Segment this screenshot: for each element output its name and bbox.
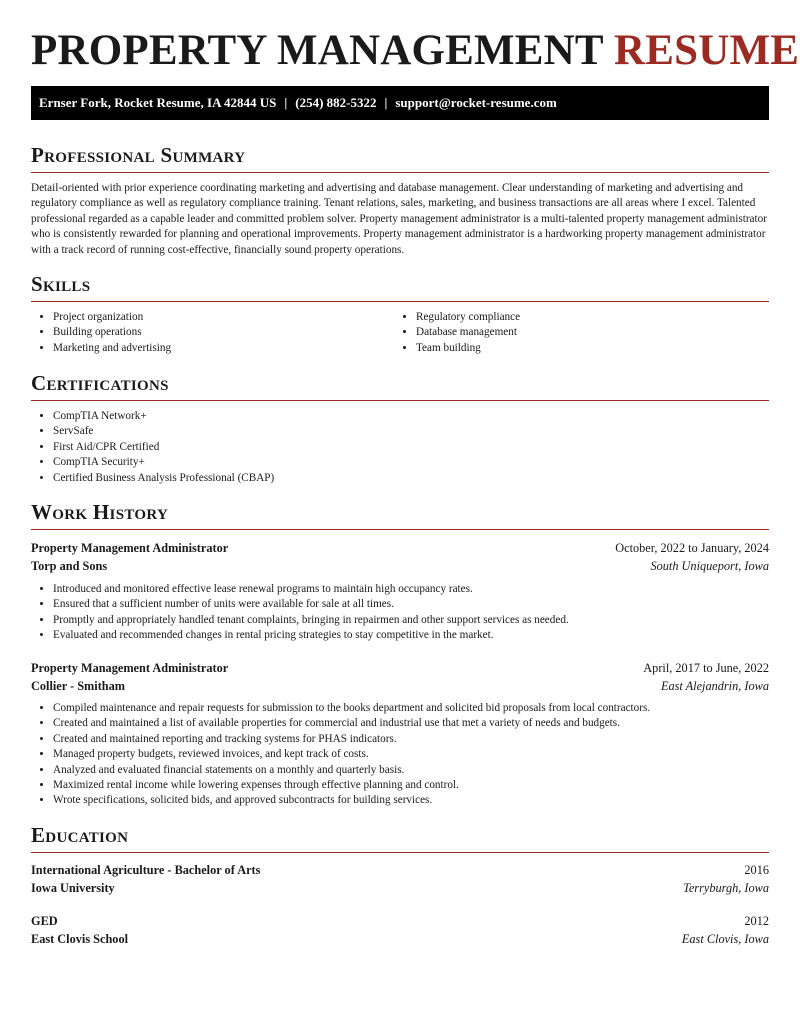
- summary-heading: Professional Summary: [31, 143, 246, 167]
- certification-item: • CompTIA Security+: [53, 455, 274, 470]
- certification-item: • First Aid/CPR Certified: [53, 440, 274, 455]
- education-degree: GED: [31, 914, 58, 928]
- education-location: Terryburgh, Iowa: [683, 881, 769, 895]
- job-company: Collier - Smitham: [31, 679, 126, 693]
- certification-item: • ServSafe: [53, 424, 274, 439]
- job-bullet: • Created and maintained reporting and tracking systems for PHAS indicators.: [53, 732, 650, 747]
- education-year: 2016: [744, 863, 769, 877]
- summary-divider: [31, 172, 769, 173]
- skill-item: • Marketing and advertising: [53, 341, 171, 356]
- contact-separator: |: [284, 95, 288, 110]
- skill-item: • Regulatory compliance: [416, 310, 520, 325]
- education-school: East Clovis School: [31, 932, 129, 946]
- skill-item: • Database management: [416, 325, 520, 340]
- job-bullet: • Maximized rental income while lowering expenses through effective planning and control.: [53, 778, 650, 793]
- skills-list-left: [31, 310, 171, 356]
- job-bullets: [31, 582, 569, 644]
- job-location: East Alejandrin, Iowa: [660, 679, 769, 693]
- job-bullet: • Analyzed and evaluated financial statements on a monthly and quarterly basis.: [53, 763, 650, 778]
- skill-item: • Team building: [416, 341, 520, 356]
- education-location: East Clovis, Iowa: [681, 932, 769, 946]
- summary-text: Detail-oriented with prior experience coordinating marketing and advertising and database management. Clear understanding of marketing and advertising and regulatory compliance as well as regulatory compliance training. Tenant relations, sales, marketing, and business transactions are all areas where I excel. Talented professional regarded as a capable leader and committed problem solver. Property management administrator is a multi-talented property management administrator who is consistently rewarded for planning and operational improvements. Property management administrator is a hardworking property management administrator with a track record of running cost-effective, financially sound property operations.: [31, 182, 767, 256]
- skills-heading: Skills: [31, 272, 91, 296]
- job-bullet: • Wrote specifications, solicited bids, and approved subcontracts for building services.: [53, 793, 650, 808]
- job-bullets: [31, 701, 650, 809]
- education-school-row: [31, 879, 769, 897]
- contact-bar: [31, 86, 769, 120]
- title-accent: RESUME: [614, 27, 800, 74]
- education-year: 2012: [744, 914, 769, 928]
- certification-item: • CompTIA Network+: [53, 409, 274, 424]
- job-bullet: • Promptly and appropriately handled tenant complaints, bringing in repairmen and other support services as needed.: [53, 613, 569, 628]
- job-bullet: • Evaluated and recommended changes in rental pricing strategies to stay competitive in the market.: [53, 628, 569, 643]
- certifications-divider: [31, 400, 769, 401]
- title-main: PROPERTY MANAGEMENT: [31, 27, 604, 74]
- education-divider: [31, 852, 769, 853]
- contact-email: support@rocket-resume.com: [395, 95, 557, 110]
- education-school-row: [31, 930, 769, 948]
- certifications-list: [31, 409, 274, 486]
- skill-item: • Project organization: [53, 310, 171, 325]
- education-degree: International Agriculture - Bachelor of Arts: [31, 863, 261, 877]
- certification-item: • Certified Business Analysis Professional (CBAP): [53, 471, 274, 486]
- job-bullet: • Introduced and monitored effective lease renewal programs to maintain high occupancy rates.: [53, 582, 569, 597]
- job-bullet: • Compiled maintenance and repair requests for submission to the books department and solicited bid proposals from local contractors.: [53, 701, 650, 716]
- skills-divider: [31, 301, 769, 302]
- resume-title: [31, 28, 799, 74]
- job-bullet: • Managed property budgets, reviewed invoices, and kept track of costs.: [53, 747, 650, 762]
- contact-separator: |: [384, 95, 388, 110]
- job-company-row: [31, 677, 769, 695]
- education-heading: Education: [31, 823, 129, 847]
- contact-address: Ernser Fork, Rocket Resume, IA 42844 US: [39, 95, 277, 110]
- skill-item: • Building operations: [53, 325, 171, 340]
- job-dates: April, 2017 to June, 2022: [643, 661, 769, 675]
- work-divider: [31, 529, 769, 530]
- job-dates: October, 2022 to January, 2024: [615, 541, 769, 555]
- job-location: South Uniqueport, Iowa: [650, 559, 769, 573]
- job-company-row: [31, 557, 769, 575]
- job-bullet: • Ensured that a sufficient number of units were available for sale at all times.: [53, 597, 569, 612]
- job-title-row: [31, 659, 769, 677]
- job-title: Property Management Administrator: [31, 541, 229, 555]
- education-degree-row: [31, 912, 769, 930]
- job-company: Torp and Sons: [31, 559, 108, 573]
- job-title: Property Management Administrator: [31, 661, 229, 675]
- skills-list-right: [394, 310, 520, 356]
- certifications-heading: Certifications: [31, 371, 169, 395]
- job-bullet: • Created and maintained a list of available properties for commercial and industrial use that met a variety of needs and budgets.: [53, 716, 650, 731]
- job-title-row: [31, 539, 769, 557]
- education-school: Iowa University: [31, 881, 115, 895]
- contact-phone: (254) 882-5322: [295, 95, 377, 110]
- work-heading: Work History: [31, 500, 169, 524]
- education-degree-row: [31, 861, 769, 879]
